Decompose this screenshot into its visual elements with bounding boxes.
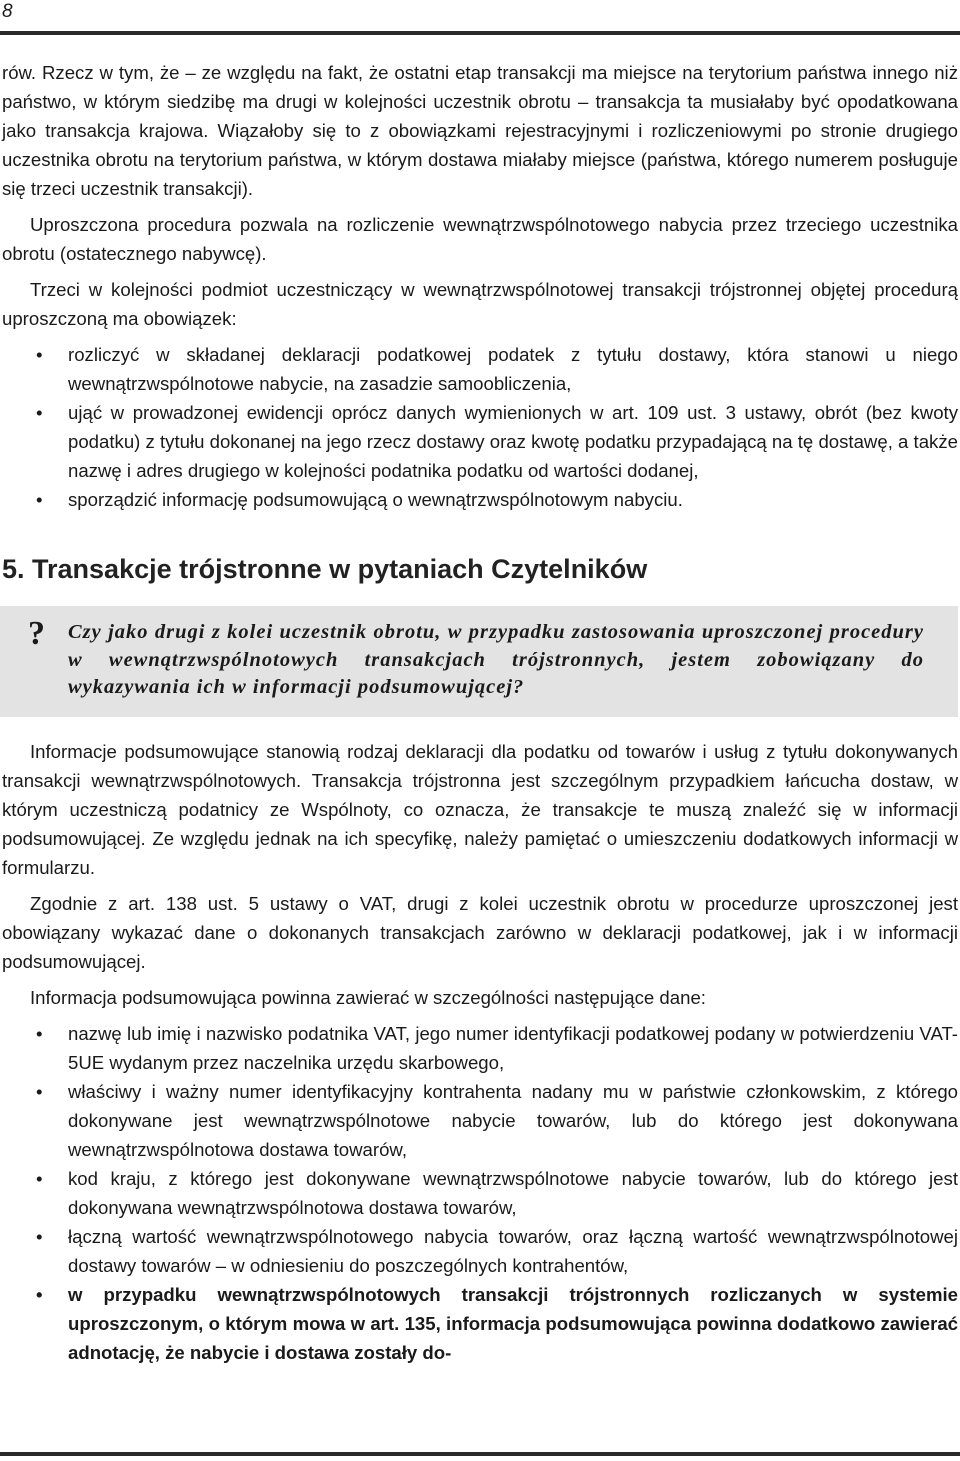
question-mark-icon: ? xyxy=(28,615,45,652)
page-number: 8 xyxy=(2,1,13,22)
list-item: • sporządzić informację podsumowującą o wewnątrzwspólnotowym nabyciu. xyxy=(2,485,958,514)
list-item: • kod kraju, z którego jest dokonywane wewnątrzwspólnotowe nabycie towarów, lub do którego jest dokonywana wewnątrzwspólnotowa dostawa towarów, xyxy=(2,1164,958,1222)
list-item: • łączną wartość wewnątrzwspólnotowego nabycia towarów, oraz łączną wartość wewnątrzwspólnotowej dostawy towarów – w odniesieniu do poszczególnych kontrahentów, xyxy=(2,1222,958,1280)
paragraph: rów. Rzecz w tym, że – ze względu na fakt, że ostatni etap transakcji ma miejsce na terytorium państwa innego niż państwo, w którym siedzibę ma drugi w kolejności uczestnik obrotu – transakcja ta musiałaby być opodatkowana jako transakcja krajowa. Wiązałoby się to z obowiązkami rejestracyjnymi i rozliczeniowymi po stronie drugiego uczestnika obrotu na terytorium państwa, w którym dostawa miałaby miejsce (państwa, którego numerem posługuje się trzeci uczestnik transakcji). xyxy=(2,62,958,199)
paragraph: Zgodnie z art. 138 ust. 5 ustawy o VAT, drugi z kolei uczestnik obrotu w procedurze uproszczonej jest obowiązany wykazać dane o dokonanych transakcjach zarówno w deklaracji podatkowej, jak i w informacji podsumowującej. xyxy=(2,892,958,972)
paragraph: Uproszczona procedura pozwala na rozliczenie wewnątrzwspólnotowego nabycia przez trzeciego uczestnika obrotu (ostatecznego nabywcę). xyxy=(2,214,958,264)
list-item-bold: • w przypadku wewnątrzwspólnotowych transakcji trójstronnych rozliczanych w systemie uproszczonym, o którym mowa w art. 135, informacja podsumowująca powinna dodatkowo zawierać adnotację, że nabycie i dostawa zostały do- xyxy=(2,1280,958,1367)
list-item: • rozliczyć w składanej deklaracji podatkowej podatek z tytułu dostawy, która stanowi u niego wewnątrzwspólnotowe nabycie, na zasadzie samoobliczenia, xyxy=(2,340,958,398)
paragraph: Informacja podsumowująca powinna zawierać w szczególności następujące dane: xyxy=(30,986,706,1008)
footer-rule xyxy=(0,1452,960,1456)
list-item: • nazwę lub imię i nazwisko podatnika VAT, jego numer identyfikacji podatkowej podany w potwierdzeniu VAT-5UE wydanym przez naczelnika urzędu skarbowego, xyxy=(2,1019,958,1077)
question-text: Czy jako drugi z kolei uczestnik obrotu, w przypadku zastosowania uproszczonej procedury w wewnątrzwspólnotowych transakcjach trójstronnych, jestem zobowiązany do wykazywania ich w informacji podsumowującej? xyxy=(68,621,924,698)
header-rule xyxy=(0,31,960,35)
list-item: • właściwy i ważny numer identyfikacyjny kontrahenta nadany mu w państwie członkowskim, z którego dokonywane jest wewnątrzwspólnotowe nabycie towarów, lub do którego jest dokonywana wewnątrzwspólnotowa dostawa towarów, xyxy=(2,1077,958,1164)
paragraph: Trzeci w kolejności podmiot uczestniczący w wewnątrzwspólnotowej transakcji trójstronnej objętej procedurą uproszczoną ma obowiązek: xyxy=(2,279,958,329)
required-data-list xyxy=(2,1019,958,1367)
paragraph: Informacje podsumowujące stanowią rodzaj deklaracji dla podatku od towarów i usług z tytułu dokonywanych transakcji wewnątrzwspólnotowych. Transakcja trójstronna jest szczególnym przypadkiem łańcucha dostaw, w którym uczestniczą podatnicy ze Wspólnoty, co oznacza, że transakcje te muszą znaleźć się w informacji podsumowującej. Ze względu jednak na ich specyfikę, należy pamiętać o umieszczeniu dodatkowych informacji w formularzu. xyxy=(2,740,958,878)
list-item: • ująć w prowadzonej ewidencji oprócz danych wymienionych w art. 109 ust. 3 ustawy, obrót (bez kwoty podatku) z tytułu dokonanej na jego rzecz dostawy oraz kwotę podatku przypadającą na tę dostawę, a także nazwę i adres drugiego w kolejności podatnika podatku od wartości dodanej, xyxy=(2,398,958,485)
section-heading: 5. Transakcje trójstronne w pytaniach Czytelników xyxy=(2,554,648,584)
obligations-list xyxy=(2,340,958,514)
page-content xyxy=(2,58,958,1373)
question-box xyxy=(0,606,958,717)
